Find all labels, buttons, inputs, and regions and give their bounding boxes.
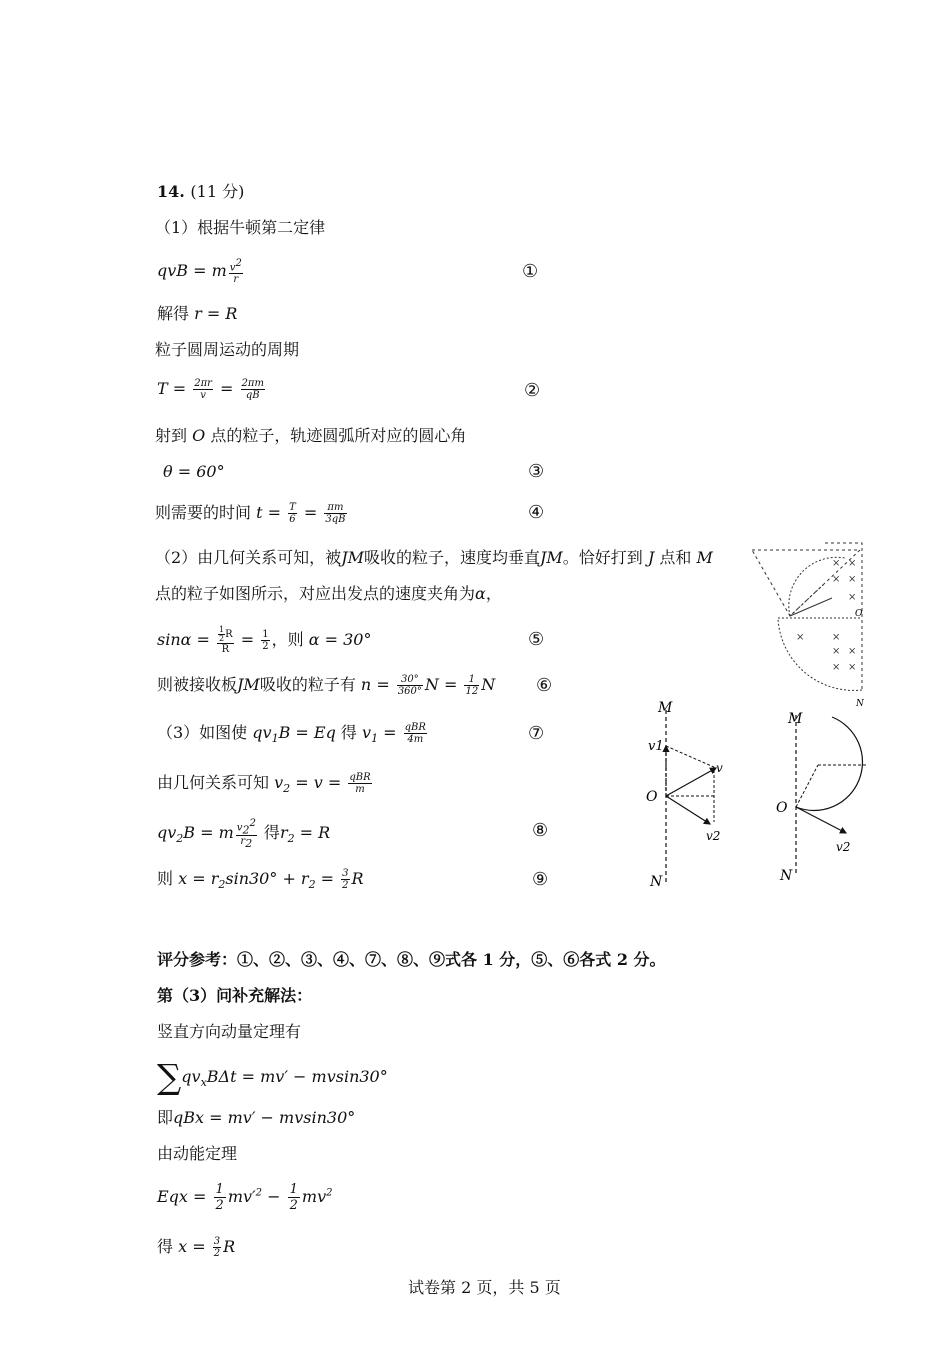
label-M3: M bbox=[788, 711, 803, 727]
p3-de2: 得 bbox=[263, 823, 280, 843]
velocity-line bbox=[790, 598, 832, 616]
absorb-b: 吸收的粒子有 bbox=[259, 675, 356, 694]
question-heading bbox=[157, 182, 244, 202]
trajectory-diagram bbox=[770, 705, 880, 885]
supplement-title: 第（3）问补充解法： bbox=[157, 986, 313, 1005]
circled-9: ⑨ bbox=[532, 869, 549, 890]
angle-text-b: 点的粒子，轨迹圆弧所对应的圆心角 bbox=[210, 426, 467, 445]
svg-text:×: × bbox=[832, 558, 841, 569]
svg-text:×: × bbox=[848, 558, 857, 569]
p3-intro: （3）如图使 bbox=[157, 723, 248, 742]
label-v1: v1 bbox=[648, 739, 664, 754]
circled-8: ⑧ bbox=[532, 820, 549, 841]
angle-text-a: 射到 bbox=[155, 426, 188, 445]
p3-de: 得 bbox=[340, 723, 357, 742]
circled-3: ③ bbox=[528, 461, 545, 482]
svg-text:×: × bbox=[848, 592, 857, 603]
p2-c: 。恰好打到 bbox=[562, 548, 643, 567]
ie-label: 即 bbox=[157, 1108, 174, 1127]
label-N: N bbox=[856, 699, 864, 709]
part2-line2: 点的粒子如图所示，对应出发点的速度夹角为α， bbox=[155, 584, 502, 603]
p2-d: 点和 bbox=[659, 548, 692, 567]
absorb-a: 则被接收板 bbox=[157, 675, 238, 694]
label-v2-3: v2 bbox=[836, 840, 851, 854]
p2-a: （2）由几何关系可知，被 bbox=[155, 548, 342, 567]
eq-x: 则 $x = r_2\sin 30^\circ + r_2$ = $\frac{3}{2}$ R bbox=[157, 868, 364, 892]
label-N3: N bbox=[780, 868, 793, 884]
label-O3: O bbox=[776, 800, 788, 816]
eq-momentum: $\sum qv_xB\Delta t = mv' - mvsin30^\circ$ bbox=[157, 1057, 388, 1098]
solve-r: 解得 r = R bbox=[157, 304, 238, 323]
scoring-text: 评分参考：①、②、③、④、⑦、⑧、⑨式各 1 分，⑤、⑥各式 2 分。 bbox=[157, 950, 666, 969]
label-M: M bbox=[658, 700, 673, 716]
v2-arrow-3 bbox=[796, 807, 846, 833]
v-arrow bbox=[666, 768, 716, 796]
part1-intro: （1）根据牛顿第二定律 bbox=[155, 218, 326, 237]
circled-5: ⑤ bbox=[528, 629, 545, 650]
eq-sin: sinα = $\frac{1}{2}$ R R = $\frac{1}{2}$ ，则 α = 30° bbox=[157, 625, 372, 655]
svg-text:×: × bbox=[796, 632, 805, 643]
eq-balance: （3）如图使 $qv_1B = Eq$ 得 $v_1$ = $\frac{\text{qBR}}{4m}$ bbox=[157, 722, 426, 746]
part2-line1: （2）由几何关系可知，被JM吸收的粒子，速度均垂直JM。恰好打到 J 点和 M bbox=[155, 548, 713, 567]
question-score: (11 分) bbox=[190, 182, 245, 201]
circled-4: ④ bbox=[528, 502, 545, 523]
eq-ie: 即qBx = mv′ − mvsin30° bbox=[157, 1108, 356, 1127]
triangle-region bbox=[752, 550, 860, 616]
svg-text:×: × bbox=[848, 574, 857, 585]
energy-text: 由动能定理 bbox=[157, 1144, 238, 1163]
p2-b: 吸收的粒子，速度均垂直 bbox=[363, 548, 540, 567]
eq-absorb: 则被接收板JM吸收的粒子有 n = $\frac{30^\circ}{360^\circ}$ N = $\frac{1}{12}$ N bbox=[157, 674, 496, 697]
circled-6: ⑥ bbox=[536, 675, 553, 696]
v2-arrow bbox=[666, 796, 710, 824]
dashed-radius bbox=[796, 765, 818, 807]
alpha-eq: α = 30° bbox=[308, 630, 372, 649]
svg-text:×: × bbox=[848, 662, 857, 673]
angle-text-point: O bbox=[192, 426, 206, 445]
svg-text:×: × bbox=[832, 662, 841, 673]
circled-7: ⑦ bbox=[528, 723, 545, 744]
dashed-1 bbox=[666, 746, 716, 768]
angle-text bbox=[155, 426, 466, 446]
p3-geom: 由几何关系可知 bbox=[157, 773, 270, 792]
time-label: 则需要的时间 bbox=[155, 503, 252, 522]
eq-result: 得 x = $\frac{3}{2}$ R bbox=[157, 1236, 236, 1259]
velocity-diagram bbox=[640, 700, 740, 890]
circled-1: ① bbox=[522, 261, 539, 282]
label-v: v bbox=[716, 761, 723, 775]
sin-suffix: ，则 bbox=[271, 630, 304, 649]
eq-theta: θ = 60° bbox=[163, 462, 225, 481]
solve-r-label: 解得 bbox=[157, 304, 190, 323]
period-text: 粒子圆周运动的周期 bbox=[155, 340, 300, 359]
svg-text:×: × bbox=[848, 646, 857, 657]
eq-period: T = $\frac{2\pi r}{v}$ = $\frac{2\pi m}{qB}$ bbox=[157, 378, 264, 401]
p2-line2: 点的粒子如图所示，对应出发点的速度夹角为 bbox=[155, 584, 476, 603]
question-number: 14. bbox=[157, 182, 185, 201]
svg-text:×: × bbox=[832, 646, 841, 657]
eq-v2: 由几何关系可知 $v_2 = v$ = $\frac{\text{qBR}}{m}$ bbox=[157, 772, 371, 796]
label-N2: N bbox=[650, 874, 663, 890]
eq-time: 则需要的时间 t = $\frac{T}{6}$ = $\frac{\pi m}{3qB}$ bbox=[155, 502, 346, 525]
eq-r2: $qv_2B = m$ $\frac{v_2^2}{r_2}$ 得$r_2 = R$ bbox=[157, 818, 331, 851]
eq-lorentz: qvB = m $\frac{v^2}{r}$ bbox=[157, 258, 242, 286]
label-v2: v2 bbox=[706, 829, 721, 843]
eq-energy: Eqx = $\frac{1}{2}$ $mv'^2$ − $\frac{1}{2}$ $mv^2$ bbox=[157, 1182, 333, 1213]
label-O2: O bbox=[646, 789, 658, 805]
svg-text:×: × bbox=[832, 632, 841, 643]
field-crosses bbox=[796, 558, 856, 673]
result-label: 得 bbox=[157, 1237, 174, 1256]
field-diagram bbox=[750, 538, 870, 710]
circle-trajectory bbox=[796, 717, 862, 810]
circled-2: ② bbox=[524, 380, 541, 401]
momentum-text: 竖直方向动量定理有 bbox=[157, 1022, 302, 1041]
p3-then: 则 bbox=[157, 869, 174, 888]
svg-text:×: × bbox=[832, 574, 841, 585]
page-footer: 试卷第 2 页，共 5 页 bbox=[408, 1278, 561, 1297]
label-O: O bbox=[855, 609, 863, 619]
